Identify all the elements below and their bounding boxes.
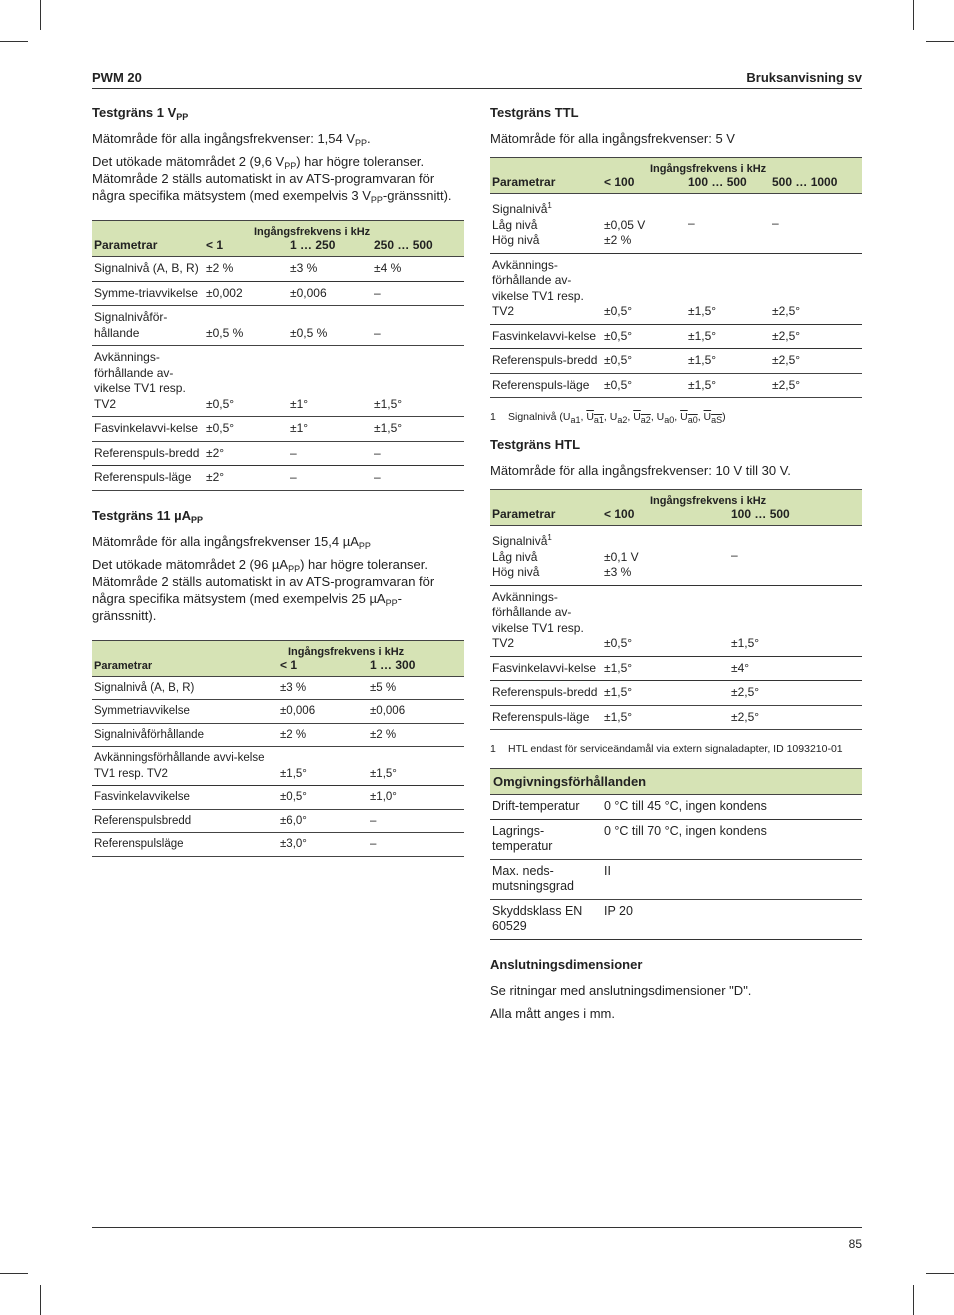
crop-mark (926, 1273, 954, 1274)
col-header: 100 … 500 (686, 175, 770, 194)
table-row: Symmetriavvikelse ±0,006 ±0,006 (92, 700, 464, 724)
table-row: Fasvinkelavvi-kelse ±0,5° ±1° ±1,5° (92, 417, 464, 442)
spec-table-1vpp (92, 220, 464, 491)
crop-mark (0, 41, 28, 42)
section-title: Testgräns 11 µA$_{PP}$ (92, 507, 204, 525)
param-header: Parametrar (92, 658, 278, 677)
col-header: < 100 (602, 175, 686, 194)
table-row: Fasvinkelavvi-kelse ±0,5° ±1,5° ±2,5° (490, 324, 862, 349)
table-row: Avkännings-förhållande av-vikelse TV1 resp. TV2 ±0,5° ±1° ±1,5° (92, 346, 464, 417)
footnote: 1 HTL endast för serviceändamål via extern signaladapter, ID 1093210-01 (490, 743, 843, 755)
table-row: Symme-triavvikelse ±0,002 ±0,006 – (92, 281, 464, 306)
table-row: Referenspulsläge ±3,0° – (92, 833, 464, 857)
table-row: Signalnivå (A, B, R) ±2 % ±3 % ±4 % (92, 257, 464, 282)
section-title: Testgräns 1 $V_{PP}$ (92, 105, 189, 122)
paragraph: Mätområde för alla ingångsfrekvenser: 1,54 $V_{PP}$. (92, 131, 371, 148)
param-header: Parametrar (92, 238, 204, 257)
table-row: Avkännings-förhållande av-vikelse TV1 resp. TV2 ±0,5° ±1,5° ±2,5° (490, 253, 862, 324)
table-row: Referenspuls-bredd ±2° – – (92, 441, 464, 466)
paragraph: Mätområde för alla ingångsfrekvenser: 10 V till 30 V. (490, 463, 791, 478)
table-row: Signalnivåför-hållande ±0,5 % ±0,5 % – (92, 306, 464, 346)
col-header: 100 … 500 (729, 507, 862, 526)
paragraph: Mätområde för alla ingångsfrekvenser 15,4 µA$_{PP}$ (92, 533, 371, 551)
group-header: Ingångsfrekvens i kHz (602, 490, 862, 508)
group-header: Ingångsfrekvens i kHz (204, 221, 464, 239)
table-row: Signalnivåförhållande ±2 % ±2 % (92, 723, 464, 747)
section-title: Testgräns TTL (490, 105, 579, 120)
left-column (92, 104, 464, 857)
table-row: Referenspulsbredd ±6,0° – (92, 809, 464, 833)
col-header: 250 … 500 (372, 238, 464, 257)
table-row: Drift-temperatur 0 °C till 45 °C, ingen kondens (490, 795, 862, 820)
table-row: Max. neds-mutsningsgrad II (490, 859, 862, 899)
param-header: Parametrar (490, 175, 602, 194)
page-header (92, 68, 862, 89)
crop-mark (0, 1273, 28, 1274)
crop-mark (40, 1285, 41, 1315)
env-title: Omgivningsförhållanden (490, 769, 862, 795)
spec-table-htl (490, 489, 862, 730)
table-row: Skyddsklass EN 60529 IP 20 (490, 899, 862, 939)
paragraph: Mätområde för alla ingångsfrekvenser: 5 V (490, 131, 735, 146)
crop-mark (913, 1285, 914, 1315)
col-header: 1 … 300 (368, 658, 464, 677)
group-header: Ingångsfrekvens i kHz (602, 158, 862, 176)
paragraph: Alla mått anges i mm. (490, 1005, 615, 1021)
table-row: Fasvinkelavvi-kelse ±1,5° ±4° (490, 656, 862, 681)
table-row: Signalnivå (A, B, R) ±3 % ±5 % (92, 676, 464, 700)
paragraph: Det utökade mätområdet 2 (96 µA$_{PP}$) har högre toleranser. (92, 556, 429, 574)
col-header: 1 … 250 (288, 238, 372, 257)
spec-table-ttl (490, 157, 862, 398)
col-header: < 1 (204, 238, 288, 257)
table-row: Referenspuls-läge ±0,5° ±1,5° ±2,5° (490, 373, 862, 398)
paragraph: Se ritningar med anslutningsdimensioner "D". (490, 982, 752, 998)
paragraph: Mätområde 2 ställs automatiskt in av ATS-programvaran för några specifika mätsystem (med exempelvis 3 $V_{PP}-gränssnitt$). (92, 171, 452, 205)
crop-mark (926, 41, 954, 42)
table-row: Referenspuls-läge ±1,5° ±2,5° (490, 705, 862, 730)
col-header: < 1 (278, 658, 368, 677)
col-header: 500 … 1000 (770, 175, 862, 194)
table-row: Avkänningsförhållande avvi-kelse TV1 resp. TV2 ±1,5° ±1,5° (92, 747, 464, 786)
page-footer (92, 1227, 862, 1251)
product-name: PWM 20 (92, 70, 142, 85)
section-title: Testgräns HTL (490, 437, 581, 452)
right-column (490, 104, 862, 1028)
paragraph: Mätområde 2 ställs automatiskt in av ATS-programvaran för några specifika mätsystem (med exempelvis 25 µA$_{PP}$-gränssnitt). (92, 573, 435, 623)
table-row: Signalnivå$^1$ Låg nivå Hög nivå ±0,05 V ±2 % – – (490, 194, 862, 254)
crop-mark (40, 0, 41, 30)
param-header: Parametrar (490, 507, 602, 526)
paragraph: Det utökade mätområdet 2 (9,6 $V_{PP}$) har högre toleranser. (92, 154, 425, 171)
spec-table-11uapp (92, 640, 464, 857)
table-row: Avkännings-förhållande av-vikelse TV1 resp. TV2 ±0,5° ±1,5° (490, 585, 862, 656)
environment-table (490, 768, 862, 940)
group-header: Ingångsfrekvens i kHz (278, 640, 464, 658)
page-number: 85 (848, 1237, 862, 1251)
table-row: Referenspuls-bredd ±0,5° ±1,5° ±2,5° (490, 349, 862, 374)
col-header: < 100 (602, 507, 729, 526)
table-row: Signalnivå$^1$ Låg nivå Hög nivå ±0,1 V ±3 % – (490, 526, 862, 586)
crop-mark (913, 0, 914, 30)
table-row: Referenspuls-läge ±2° – – (92, 466, 464, 491)
footnote: 1 Signalnivå ($U_{a1}$, $U_{a1}$, $U_{a2}$, $U_{a2}$, $U_{a0}$, $U_{a0}$, $U_{aS}$) (490, 411, 726, 425)
table-row: Fasvinkelavvikelse ±0,5° ±1,0° (92, 786, 464, 810)
section-title: Anslutningsdimensioner (490, 956, 643, 972)
table-row: Referenspuls-bredd ±1,5° ±2,5° (490, 681, 862, 706)
table-row: Lagrings-temperatur 0 °C till 70 °C, ingen kondens (490, 819, 862, 859)
manual-title: Bruksanvisning sv (746, 70, 862, 85)
